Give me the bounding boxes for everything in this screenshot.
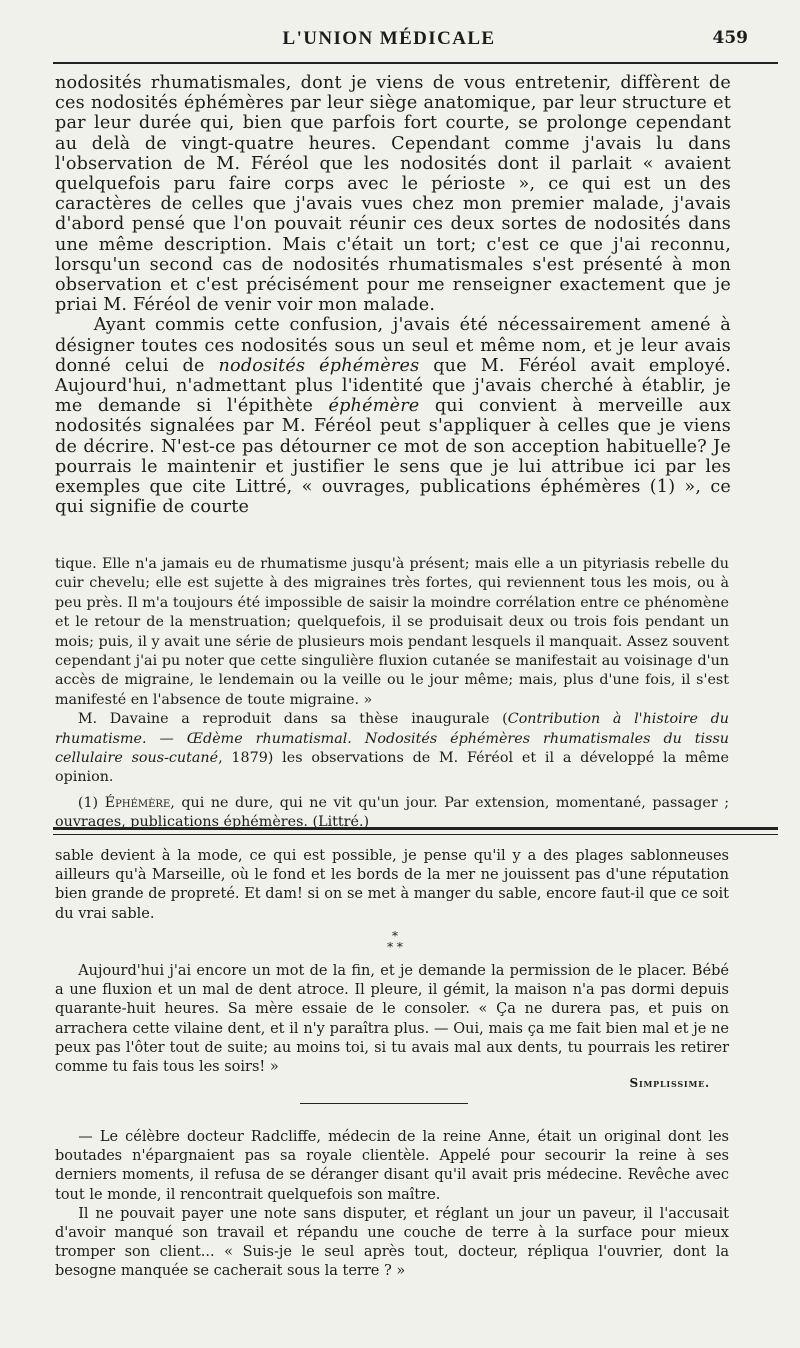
section-stars: * * * [387,929,403,954]
feuilleton-text-a [55,847,729,924]
feuilleton-text-b [55,962,729,1077]
paragraph: M. Davaine a reproduit dans sa thèse inaugurale (Contribution à l'histoire du rhumatisme. — Œdème rhumatismal. Nodosités éphémères rhumatismales du tissu cellulaire sous-cutané, 1879) les observations de M. Féréol et il a développé la même opinion. [55,711,730,786]
feuilleton-separator-top [53,827,778,830]
footnote-block [55,555,729,833]
short-rule [300,1103,468,1104]
signature: Simplissime. [629,1076,710,1090]
paragraph: tique. Elle n'a jamais eu de rhumatisme jusqu'à présent; mais elle a un pityriasis rebelle du cuir chevelu; elle est sujette à des migraines très fortes, qui reviennent tous les mois, ou à peu près. Il m'a toujours été impossible de saisir la moindre corrélation entre ce phénomène et le retour de la menstruation; quelquefois, il se produisait deux ou trois fois pendant un mois; puis, il y avait une série de plusieurs mois pendant lesquels il manquait. Assez souvent cependant j'ai pu noter que cette singulière fluxion cutanée se manifestait au voisinage d'un accès de migraine, le lendemain ou la veille ou le jour même; mais, plus d'une fois, il s'est manifesté en l'absence de toute migraine. » [55,556,729,708]
paragraph: sable devient à la mode, ce qui est possible, je pense qu'il y a des plages sablonneuses ailleurs qu'à Marseille, où le fond et les bords de la mer ne jouissent pas d'une réputation bien grande de propreté. Et dam! si on se met à manger du sable, encore faut-il que ce soit du vrai sable. [55,848,729,922]
paragraph: nodosités rhumatismales, dont je viens de vous entretenir, diffèrent de ces nodosités éphémères par leur siège anatomique, par leur structure et par leur durée qui, bien que parfois fort courte, se prolonge cependant au delà de vingt-quatre heures. Cependant comme j'avais lu dans l'observation de M. Féréol que les nodosités dont il parlait « avaient quelquefois paru faire corps avec le périoste », ce qui est un des caractères de celles que j'avais vues chez mon premier malade, j'avais d'abord pensé que l'on pouvait réunir ces deux sortes de nodosités dans une même description. Mais c'était un tort; c'est ce que j'ai reconnu, lorsqu'un second cas de nodosités rhumatismales s'est présenté à mon observation et c'est précisément pour me renseigner exactement que je priai M. Féréol de venir voir mon malade. [55,73,731,316]
paragraph: — Le célèbre docteur Radcliffe, médecin de la reine Anne, était un original dont les boutades n'épargnaient pas sa royale clientèle. Appelé pour secourir la reine à ses derniers moments, il refusa de se déranger disant qu'il avait pris médecine. Revêche avec tout le monde, il rencontrait quelquefois son maître. [55,1129,729,1203]
paragraph: Il ne pouvait payer une note sans disputer, et réglant un jour un paveur, il l'accusait d'avoir manqué son travail et répandu une couche de terre à la surface pour mieux tromper son client... « Suis-je le seul après tout, docteur, répliqua l'ouvrier, dont la besogne manquée se cacherait sous la terre ? » [55,1205,729,1280]
paragraph: Aujourd'hui j'ai encore un mot de la fin, et je demande la permission de le placer. Bébé a une fluxion et un mal de dent atroce. Il pleure, il gémit, la maison n'a pas dormi depuis quarante-huit heures. Sa mère essaie de le consoler. « Ça ne durera pas, et puis on arrachera cette vilaine dent, et il n'y paraîtra plus. — Oui, mais ça me fait bien mal et je ne peux pas l'ôter tout de suite; au moins toi, si tu avais mal aux dents, tu pourrais les retirer comme tu fais tous les soirs! » [55,963,729,1076]
running-head: L'UNION MÉDICALE [282,28,496,49]
header-rule [53,62,778,64]
paragraph: (1) Éphémère, qui ne dure, qui ne vit qu'un jour. Par extension, momentané, passager ; ouvrages, publications éphémères. (Littré.) [55,794,730,831]
paragraph: Ayant commis cette confusion, j'avais été nécessairement amené à désigner toutes ces nodosités sous un seul et même nom, et je leur avais donné celui de nodosités éphémères que M. Féréol avait employé. Aujourd'hui, n'admettant plus l'identité que j'avais cherché à établir, je me demande si l'épithète éphémère qui convient à merveille aux nodosités signalées par M. Féréol peut s'appliquer à celles que je viens de décrire. N'est-ce pas détourner ce mot de son acception habituelle? Je pourrais le maintenir et justifier le sens que je lui attribue ici par les exemples que cite Littré, « ouvrages, publications éphémères (1) », ce qui signifie de courte [55,315,731,518]
feuilleton-separator-bottom [53,834,778,835]
page-number: 459 [712,28,748,48]
main-article-text [55,73,731,517]
feuilleton-text-c [55,1128,729,1282]
